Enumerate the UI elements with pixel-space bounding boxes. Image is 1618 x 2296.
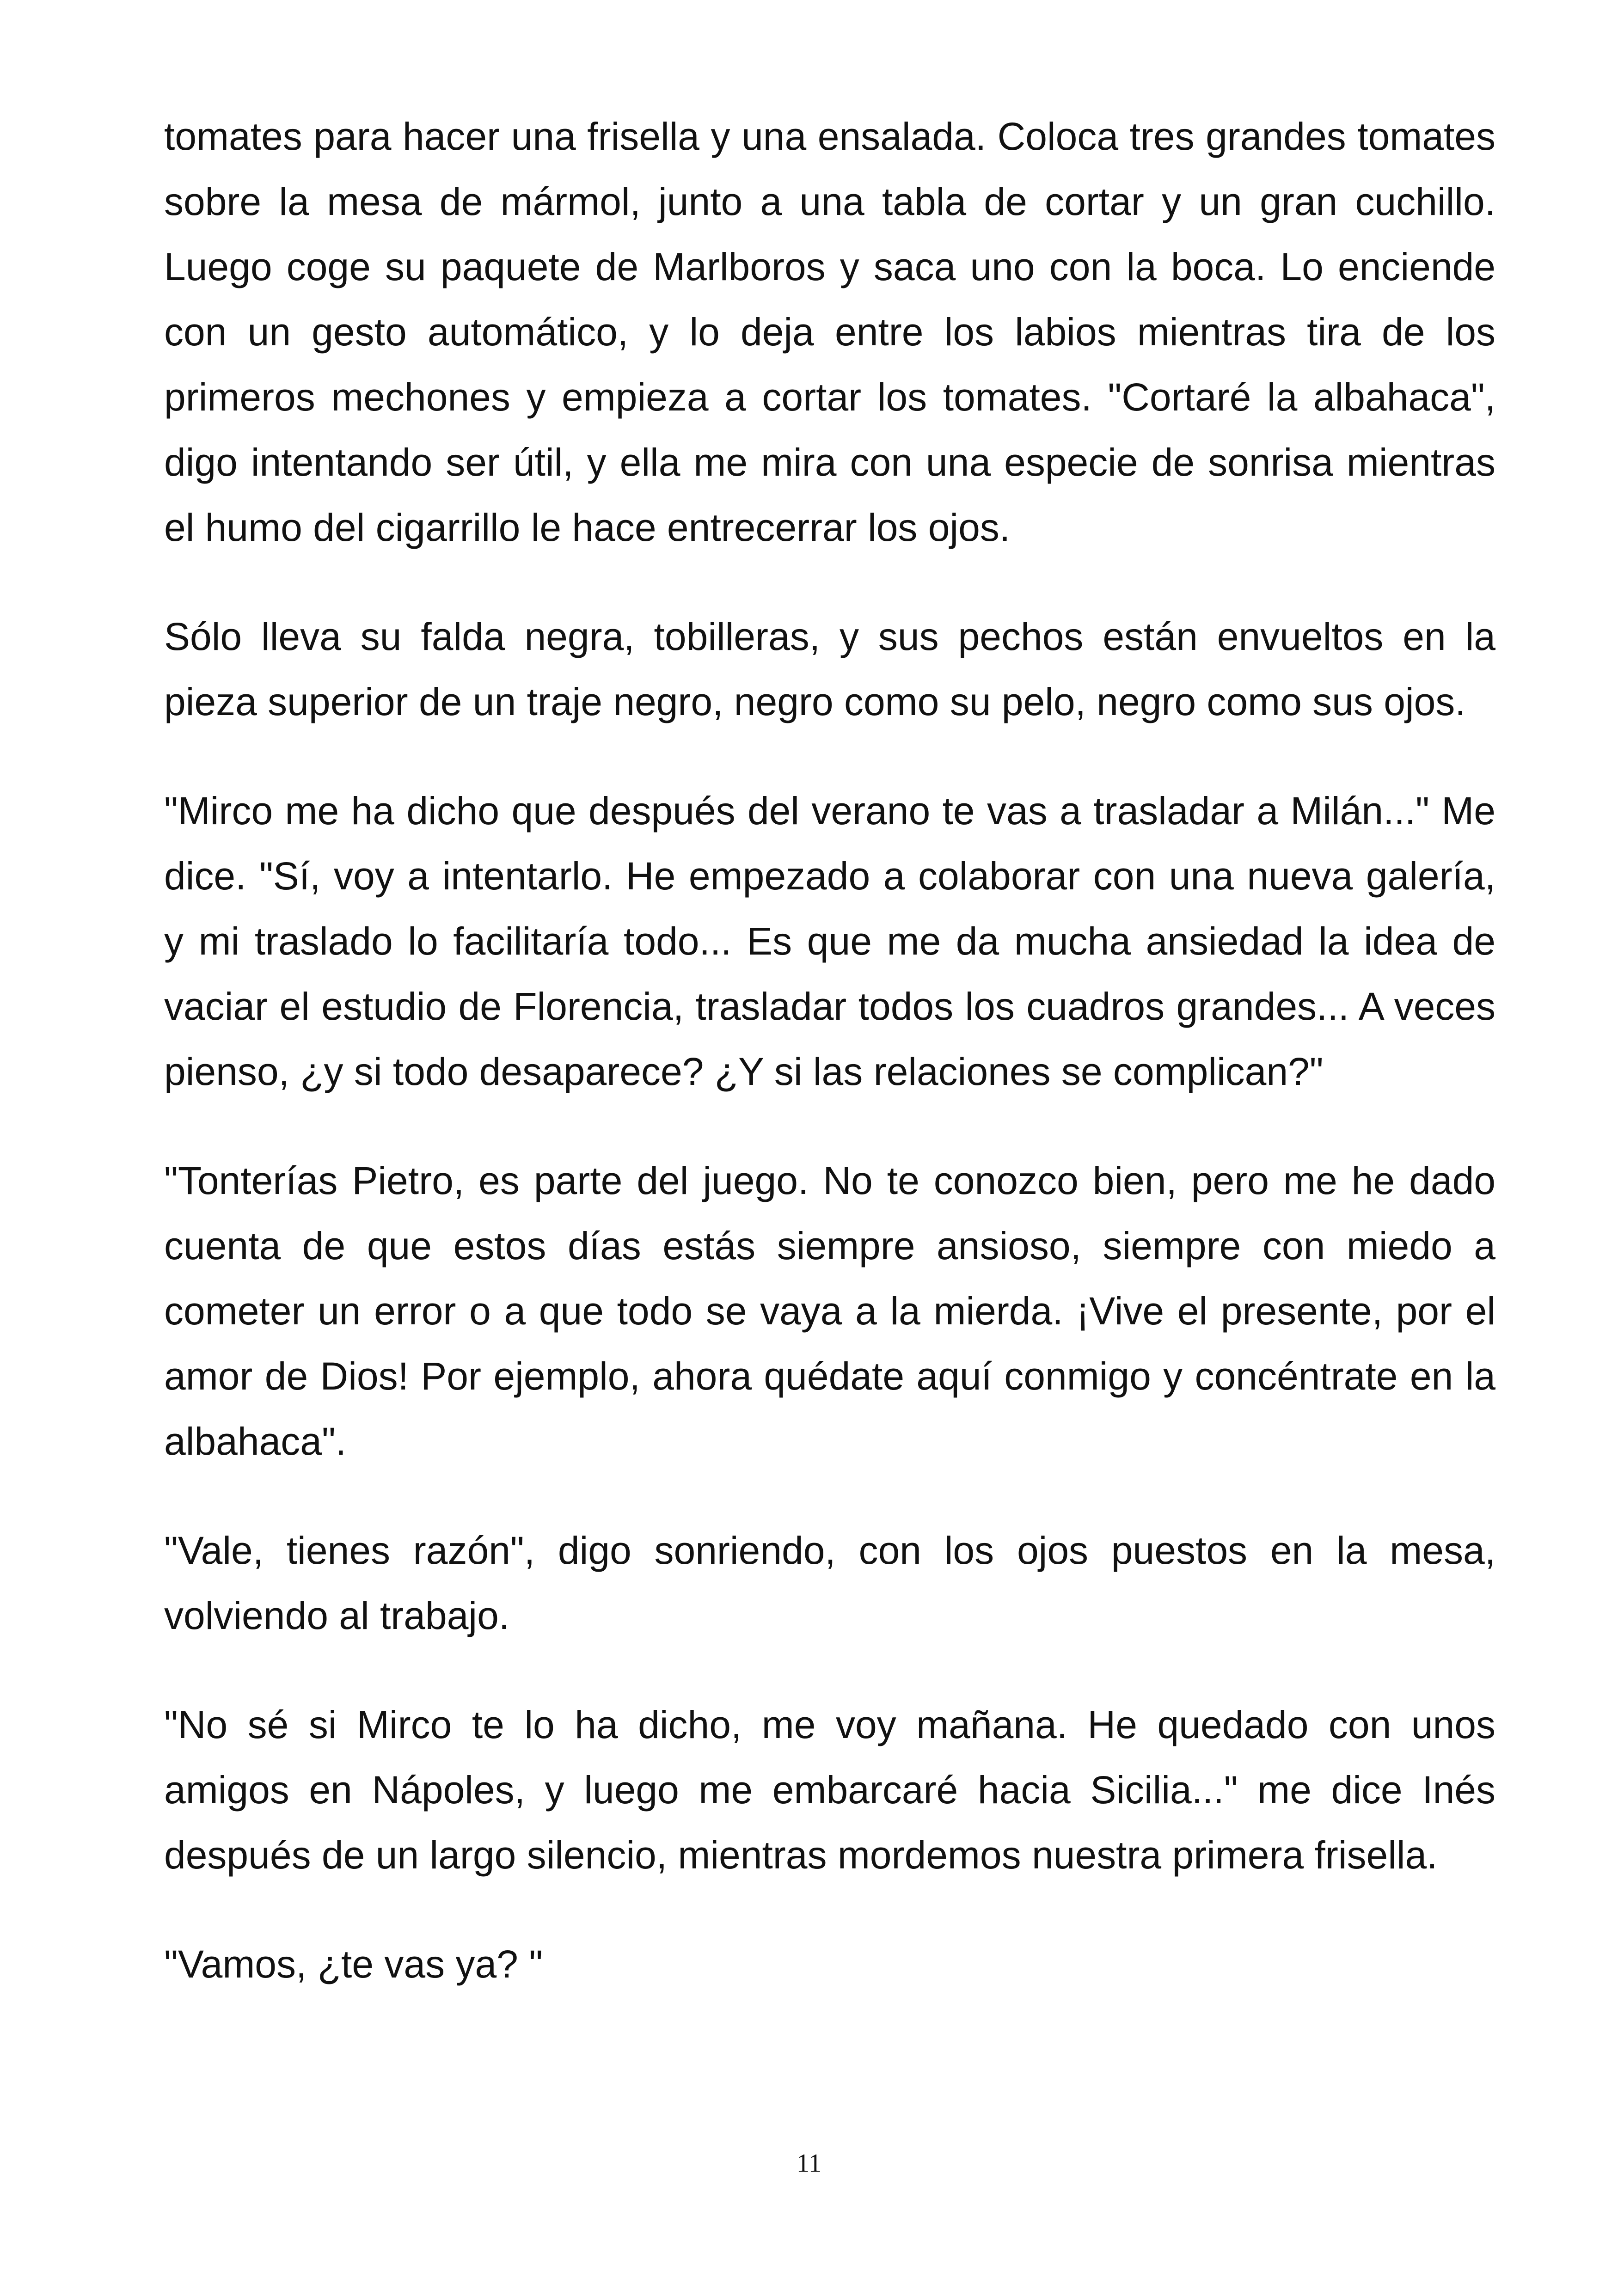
paragraph-1: tomates para hacer una frisella y una ensalada. Coloca tres grandes tomates sobre la mesa de mármol, junto a una tabla de cortar y un gran cuchillo. Luego coge su paquete de Marlboros y saca uno con la boca. Lo enciende con un gesto automático, y lo deja entre los labios mientras tira de los primeros mechones y empieza a cortar los tomates. "Cortaré la albahaca", digo intentando ser útil, y ella me mira con una especie de sonrisa mientras el humo del cigarrillo le hace entrecerrar los ojos. bbox=[164, 115, 1495, 549]
paragraph-7: "Vamos, ¿te vas ya? " bbox=[164, 1942, 543, 1986]
paragraph-2: Sólo lleva su falda negra, tobilleras, y sus pechos están envueltos en la pieza superior de un traje negro, negro como su pelo, negro como sus ojos. bbox=[164, 615, 1495, 723]
paragraph-5: "Vale, tienes razón", digo sonriendo, con los ojos puestos en la mesa, volviendo al trabajo. bbox=[164, 1529, 1495, 1637]
page-number: 11 bbox=[797, 2149, 821, 2178]
page-body bbox=[164, 104, 1495, 1997]
paragraph-4: "Tonterías Pietro, es parte del juego. No te conozco bien, pero me he dado cuenta de que estos días estás siempre ansioso, siempre con miedo a cometer un error o a que todo se vaya a la mierda. ¡Vive el presente, por el amor de Dios! Por ejemplo, ahora quédate aquí conmigo y concéntrate en la albahaca". bbox=[164, 1159, 1495, 1463]
paragraph-3: "Mirco me ha dicho que después del verano te vas a trasladar a Milán..." Me dice. "Sí, voy a intentarlo. He empezado a colaborar con una nueva galería, y mi traslado lo facilitaría todo... Es que me da mucha ansiedad la idea de vaciar el estudio de Florencia, trasladar todos los cuadros grandes... A veces pienso, ¿y si todo desaparece? ¿Y si las relaciones se complican?" bbox=[164, 789, 1495, 1093]
paragraph-6: "No sé si Mirco te lo ha dicho, me voy mañana. He quedado con unos amigos en Nápoles, y luego me embarcaré hacia Sicilia..." me dice Inés después de un largo silencio, mientras mordemos nuestra primera frisella. bbox=[164, 1703, 1495, 1877]
